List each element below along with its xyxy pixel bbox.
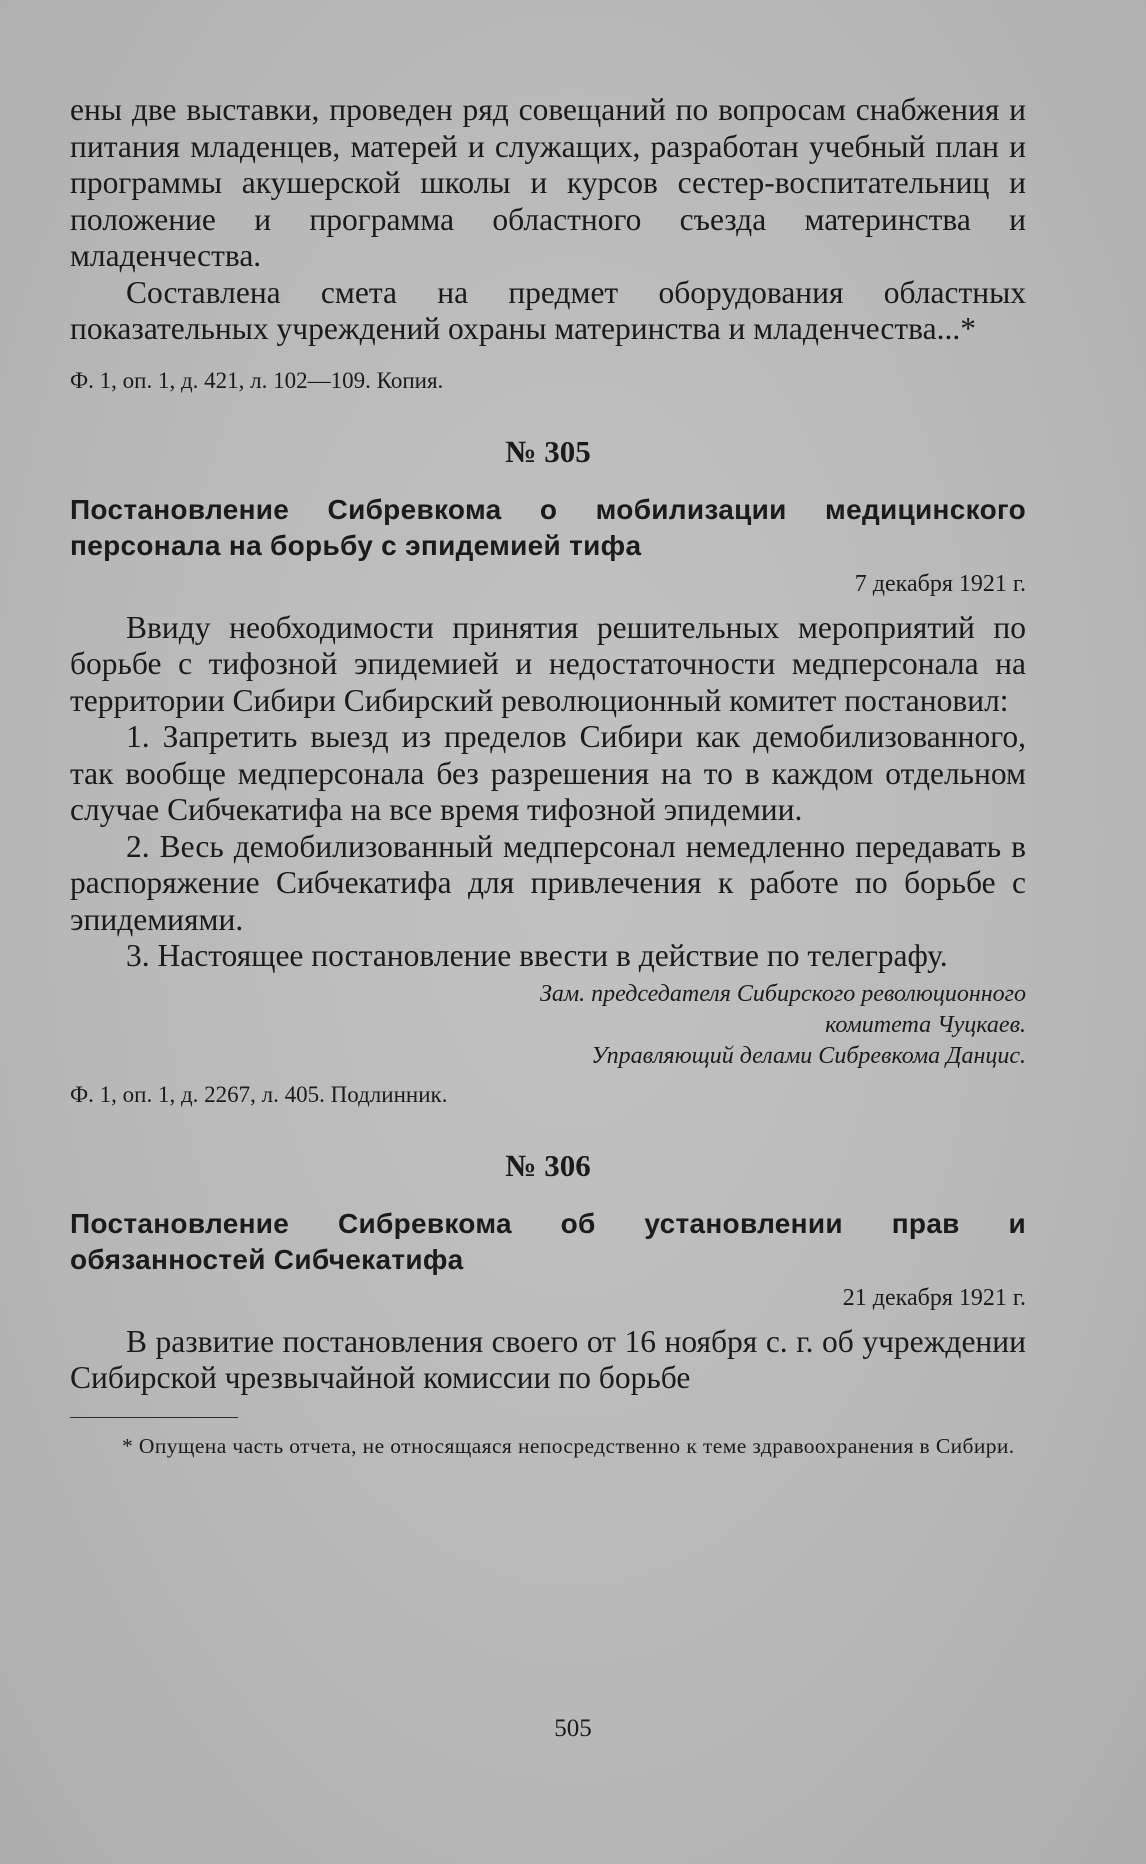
document-305-item-2: 2. Весь демобилизованный медперсонал немедленно передавать в распоряжение Сибчекатифа для привлечения к работе по борьбе с эпидемиями. <box>70 828 1026 937</box>
document-306-number: № 306 <box>505 1147 591 1183</box>
signature-1-line-1: Зам. председателя Сибирского революционного <box>539 980 1026 1007</box>
document-305-title: Постановление Сибревкома о мобилизации медицинского персонала на борьбу с эпидемией тифа <box>70 493 1026 561</box>
document-305-item-1: 1. Запретить выезд из пределов Сибири как демобилизованного, так вообще медперсонала без разрешения на то в каждом отдельном случае Сибчекатифа на все время тифозной эпидемии. <box>70 719 1026 827</box>
signature-2: Управляющий делами Сибревкома Данцис. <box>591 1042 1026 1069</box>
document-306-title: Постановление Сибревкома об установлении прав и обязанностей Сибчекатифа <box>70 1207 1026 1275</box>
document-305-source: Ф. 1, оп. 1, д. 2267, л. 405. Подлинник. <box>70 1081 448 1107</box>
page-content <box>70 92 1026 1460</box>
document-305-date: 7 декабря 1921 г. <box>854 570 1026 597</box>
footnote-divider <box>70 1417 238 1418</box>
document-306-intro: В развитие постановления своего от 16 ноября с. г. об учреждении Сибирской чрезвычайной комиссии по борьбе <box>70 1323 1026 1395</box>
continuation-source: Ф. 1, оп. 1, д. 421, л. 102—109. Копия. <box>70 367 444 393</box>
continuation-paragraph-1: ены две выставки, проведен ряд совещаний по вопросам снабжения и питания младенцев, матерей и служащих, разработан учебный план и программы акушерской школы и курсов сестер-воспитательниц и положение и программа областного съезда материнства и младенчества. <box>70 92 1026 273</box>
signature-1-line-2: комитета Чуцкаев. <box>825 1011 1026 1038</box>
document-305 <box>70 434 1026 1110</box>
document-305-signatures <box>70 979 1026 1072</box>
footnote: * Опущена часть отчета, не относящаяся непосредственно к теме здравоохранения в Сибири. <box>122 1433 1015 1458</box>
document-306-date: 21 декабря 1921 г. <box>842 1284 1026 1311</box>
document-306 <box>70 1148 1026 1397</box>
document-305-intro: Ввиду необходимости принятия решительных мероприятий по борьбе с тифозной эпидемией и недостаточности медперсонала на территории Сибири Сибирский революционный комитет постановил: <box>70 609 1026 718</box>
page-number: 505 <box>554 1715 592 1742</box>
document-305-number: № 305 <box>505 433 591 469</box>
continuation-paragraph-2: Составлена смета на предмет оборудования областных показательных учреждений охраны материнства и младенчества...* <box>70 274 1026 346</box>
document-305-item-3: 3. Настоящее постановление ввести в действие по телеграфу. <box>126 938 948 973</box>
